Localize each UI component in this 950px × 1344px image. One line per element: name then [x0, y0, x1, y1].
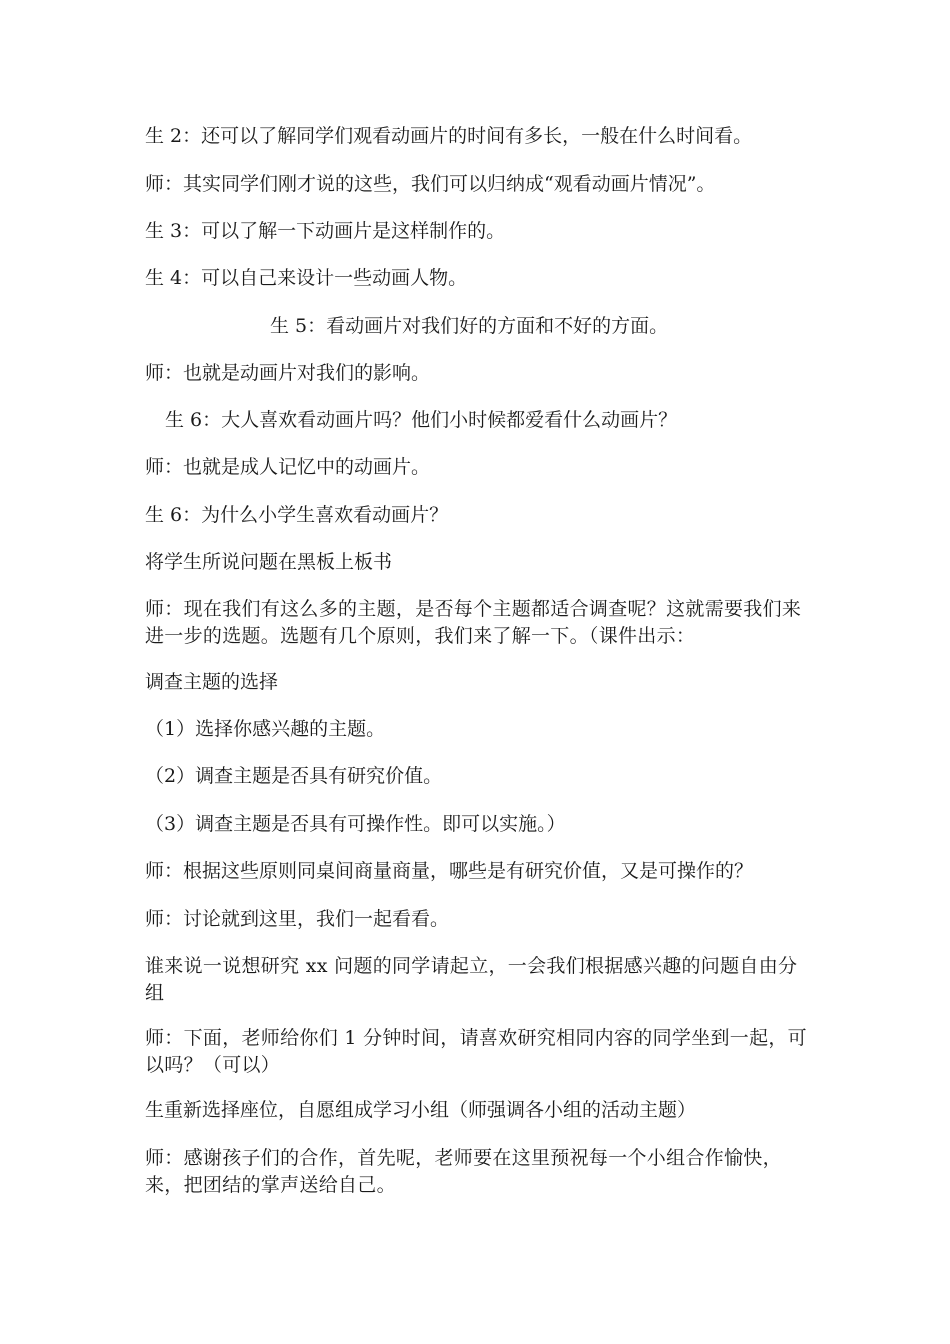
paragraph-student6b: 生 6：为什么小学生喜欢看动画片？ [145, 504, 449, 526]
paragraph-student6a: 生 6：大人喜欢看动画片吗？他们小时候都爱看什么动画片？ [165, 409, 678, 431]
paragraph-teacher-one-minute: 师：下面，老师给你们 1 分钟时间，请喜欢研究相同内容的同学坐到一起，可以吗？（可以） [145, 1027, 807, 1076]
paragraph-student3: 生 3：可以了解一下动画片是这样制作的。 [145, 220, 506, 242]
paragraph-student2: 生 2：还可以了解同学们观看动画片的时间有多长，一般在什么时间看。 [145, 125, 753, 147]
paragraph-blackboard: 将学生所说问题在黑板上板书 [145, 551, 393, 573]
paragraph-topic-selection-heading: 调查主题的选择 [145, 671, 279, 693]
paragraph-principle-1: （1）选择你感兴趣的主题。 [145, 718, 386, 740]
paragraph-principle-3: （3）调查主题是否具有可操作性。即可以实施。） [145, 813, 566, 835]
paragraph-student5: 生 5：看动画片对我们好的方面和不好的方面。 [270, 315, 669, 337]
paragraph-teacher-discuss: 师：根据这些原则同桌间商量商量，哪些是有研究价值，又是可操作的？ [145, 860, 754, 882]
paragraph-reseat: 生重新选择座位，自愿组成学习小组（师强调各小组的活动主题） [145, 1099, 697, 1121]
paragraph-grouping: 谁来说一说想研究 xx 问题的同学请起立，一会我们根据感兴趣的问题自由分组 [145, 955, 798, 1004]
paragraph-teacher-influence: 师：也就是动画片对我们的影响。 [145, 362, 431, 384]
paragraph-teacher-thanks: 师：感谢孩子们的合作，首先呢，老师要在这里预祝每一个小组合作愉快，来，把团结的掌声送给自己。 [145, 1147, 782, 1196]
paragraph-teacher-topics: 师：现在我们有这么多的主题，是否每个主题都适合调查呢？这就需要我们来进一步的选题。选题有几个原则，我们来了解一下。（课件出示： [145, 598, 802, 647]
paragraph-student4: 生 4：可以自己来设计一些动画人物。 [145, 267, 468, 289]
paragraph-teacher-look: 师：讨论就到这里，我们一起看看。 [145, 908, 450, 930]
paragraph-teacher-memory: 师：也就是成人记忆中的动画片。 [145, 456, 431, 478]
paragraph-principle-2: （2）调查主题是否具有研究价值。 [145, 765, 443, 787]
paragraph-teacher-summary: 师：其实同学们刚才说的这些，我们可以归纳成“观看动画片情况”。 [145, 173, 716, 195]
